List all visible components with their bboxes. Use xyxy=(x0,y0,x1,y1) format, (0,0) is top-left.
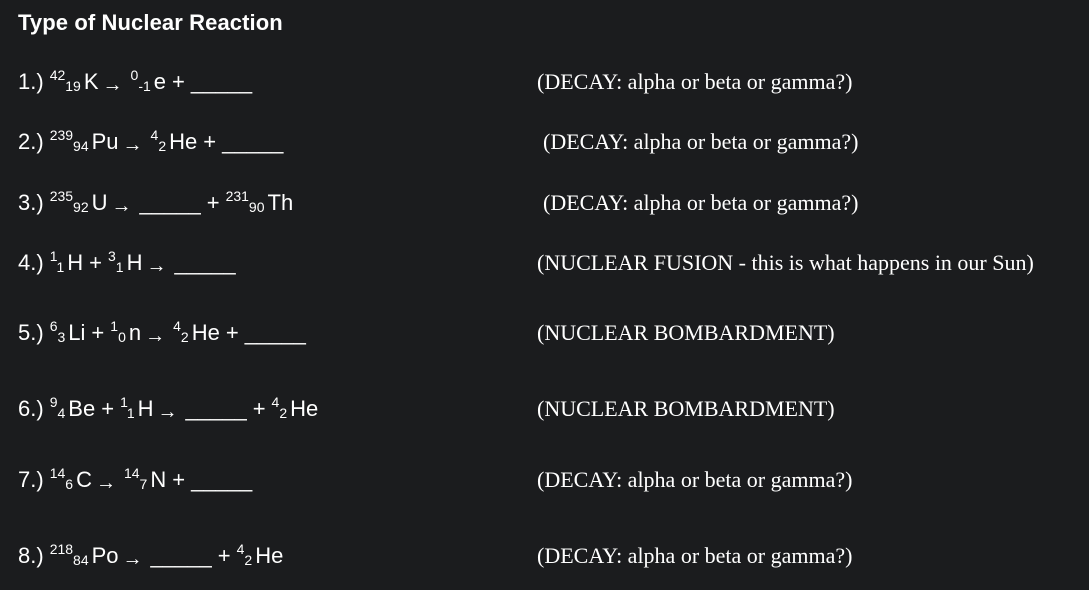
isotope xyxy=(50,126,119,158)
mass-number: 1 xyxy=(110,318,119,334)
reaction-row xyxy=(0,247,1089,279)
mass-number: 14 xyxy=(49,465,66,481)
mass-number: 1 xyxy=(120,394,127,410)
mass-number: 1 xyxy=(49,248,57,264)
isotope xyxy=(108,247,142,279)
atomic-number: 2 xyxy=(279,405,288,421)
reaction-equation xyxy=(18,247,236,280)
atomic-number: 2 xyxy=(180,329,189,345)
atomic-number: 1 xyxy=(126,405,135,421)
isotope xyxy=(173,317,220,349)
element-symbol: N xyxy=(150,467,167,492)
answer-blank: _____ xyxy=(139,190,201,215)
reaction-equation xyxy=(18,317,306,350)
reaction-arrow: → xyxy=(146,255,167,277)
mass-number: 0 xyxy=(130,67,139,83)
atomic-number: 90 xyxy=(248,199,265,215)
element-symbol: H xyxy=(137,396,154,421)
element-symbol: Li xyxy=(68,320,86,345)
atomic-number: 7 xyxy=(139,476,148,492)
reaction-type-note: (DECAY: alpha or beta or gamma?) xyxy=(543,190,859,215)
atomic-number: 1 xyxy=(115,259,124,275)
isotope xyxy=(226,187,294,219)
mass-number: 235 xyxy=(49,188,74,204)
reaction-type-note: (DECAY: alpha or beta or gamma?) xyxy=(537,543,853,568)
plus-sign: + xyxy=(89,250,102,275)
element-symbol: He xyxy=(290,396,319,421)
element-symbol: e xyxy=(153,69,167,94)
answer-blank: _____ xyxy=(174,250,236,275)
isotope xyxy=(50,66,99,98)
reaction-arrow: → xyxy=(145,325,166,347)
isotope xyxy=(50,464,92,496)
plus-sign: + xyxy=(217,543,231,568)
answer-blank: _____ xyxy=(222,129,284,154)
reaction-type-note: (NUCLEAR BOMBARDMENT) xyxy=(537,396,835,421)
element-symbol: Th xyxy=(267,190,294,215)
isotope xyxy=(131,66,167,98)
plus-sign: + xyxy=(91,320,105,345)
reaction-row xyxy=(0,66,1089,98)
reaction-equation xyxy=(18,540,283,573)
mass-number: 4 xyxy=(271,394,280,410)
reaction-equation xyxy=(18,464,252,497)
isotope xyxy=(50,247,83,279)
answer-blank: _____ xyxy=(185,396,247,421)
reaction-type-note: (DECAY: alpha or beta or gamma?) xyxy=(537,467,853,492)
answer-blank: _____ xyxy=(150,543,212,568)
atomic-number: 19 xyxy=(65,78,81,94)
element-symbol: He xyxy=(169,129,198,154)
plus-sign: + xyxy=(203,129,217,154)
reaction-number: 4.) xyxy=(18,250,44,275)
atomic-number: 84 xyxy=(73,552,89,568)
isotope xyxy=(50,540,119,572)
plus-sign: + xyxy=(225,320,239,345)
atomic-number: 4 xyxy=(57,405,66,421)
element-symbol: Be xyxy=(68,396,96,421)
answer-blank: _____ xyxy=(244,320,306,345)
isotope xyxy=(50,393,96,425)
isotope xyxy=(237,540,284,572)
reaction-arrow: → xyxy=(157,401,178,423)
reaction-arrow: → xyxy=(95,472,116,494)
reaction-row xyxy=(0,126,1089,158)
plus-sign: + xyxy=(252,396,266,421)
atomic-number: -1 xyxy=(138,78,151,94)
isotope xyxy=(50,187,108,219)
reaction-number: 1.) xyxy=(18,69,44,94)
atomic-number: 92 xyxy=(73,199,89,215)
reaction-equation xyxy=(18,66,252,99)
plus-sign: + xyxy=(172,467,186,492)
element-symbol: H xyxy=(126,250,143,275)
element-symbol: C xyxy=(76,467,92,492)
mass-number: 14 xyxy=(123,465,140,481)
reaction-type-note: (DECAY: alpha or beta or gamma?) xyxy=(537,69,853,94)
element-symbol: n xyxy=(128,320,142,345)
reaction-arrow: → xyxy=(122,548,143,570)
plus-sign: + xyxy=(101,396,115,421)
element-symbol: Pu xyxy=(91,129,119,154)
mass-number: 3 xyxy=(107,248,116,264)
element-symbol: He xyxy=(191,320,220,345)
mass-number: 231 xyxy=(225,188,249,204)
mass-number: 4 xyxy=(236,541,245,557)
reaction-type-note: (NUCLEAR FUSION - this is what happens in our Sun) xyxy=(537,250,1034,275)
reaction-number: 6.) xyxy=(18,396,44,421)
reaction-arrow: → xyxy=(102,74,123,96)
reaction-arrow: → xyxy=(122,134,143,156)
element-symbol: He xyxy=(255,543,284,568)
reaction-row xyxy=(0,540,1089,572)
mass-number: 239 xyxy=(49,127,74,143)
atomic-number: 2 xyxy=(158,138,167,154)
reaction-row xyxy=(0,464,1089,496)
answer-blank: _____ xyxy=(191,467,253,492)
plus-sign: + xyxy=(172,69,185,94)
reaction-row xyxy=(0,317,1089,349)
reaction-number: 7.) xyxy=(18,467,44,492)
isotope xyxy=(50,317,86,349)
isotope xyxy=(110,317,141,349)
reaction-number: 2.) xyxy=(18,129,44,154)
element-symbol: K xyxy=(83,69,99,94)
atomic-number: 3 xyxy=(57,329,66,345)
reaction-equation xyxy=(18,393,318,426)
mass-number: 218 xyxy=(49,541,74,557)
atomic-number: 1 xyxy=(56,259,65,275)
mass-number: 4 xyxy=(173,318,181,334)
reaction-row xyxy=(0,393,1089,425)
mass-number: 6 xyxy=(49,318,58,334)
isotope xyxy=(272,393,319,425)
reaction-equation xyxy=(18,126,283,159)
atomic-number: 6 xyxy=(65,476,74,492)
reaction-number: 3.) xyxy=(18,190,44,215)
mass-number: 4 xyxy=(150,127,159,143)
reaction-type-note: (DECAY: alpha or beta or gamma?) xyxy=(543,129,859,154)
answer-blank: _____ xyxy=(190,69,253,94)
isotope xyxy=(124,464,166,496)
element-symbol: H xyxy=(67,250,84,275)
reaction-type-note: (NUCLEAR BOMBARDMENT) xyxy=(537,320,835,345)
reaction-row xyxy=(0,187,1089,219)
page-title: Type of Nuclear Reaction xyxy=(18,10,283,35)
reaction-number: 5.) xyxy=(18,320,44,345)
element-symbol: U xyxy=(91,190,108,215)
reaction-equation xyxy=(18,187,293,220)
mass-number: 42 xyxy=(49,67,66,83)
atomic-number: 94 xyxy=(73,138,89,154)
isotope xyxy=(120,393,153,425)
isotope xyxy=(151,126,198,158)
reaction-arrow: → xyxy=(111,195,132,217)
plus-sign: + xyxy=(206,190,220,215)
atomic-number: 0 xyxy=(118,329,126,345)
element-symbol: Po xyxy=(91,543,119,568)
reaction-number: 8.) xyxy=(18,543,44,568)
mass-number: 9 xyxy=(49,394,58,410)
atomic-number: 2 xyxy=(244,552,253,568)
